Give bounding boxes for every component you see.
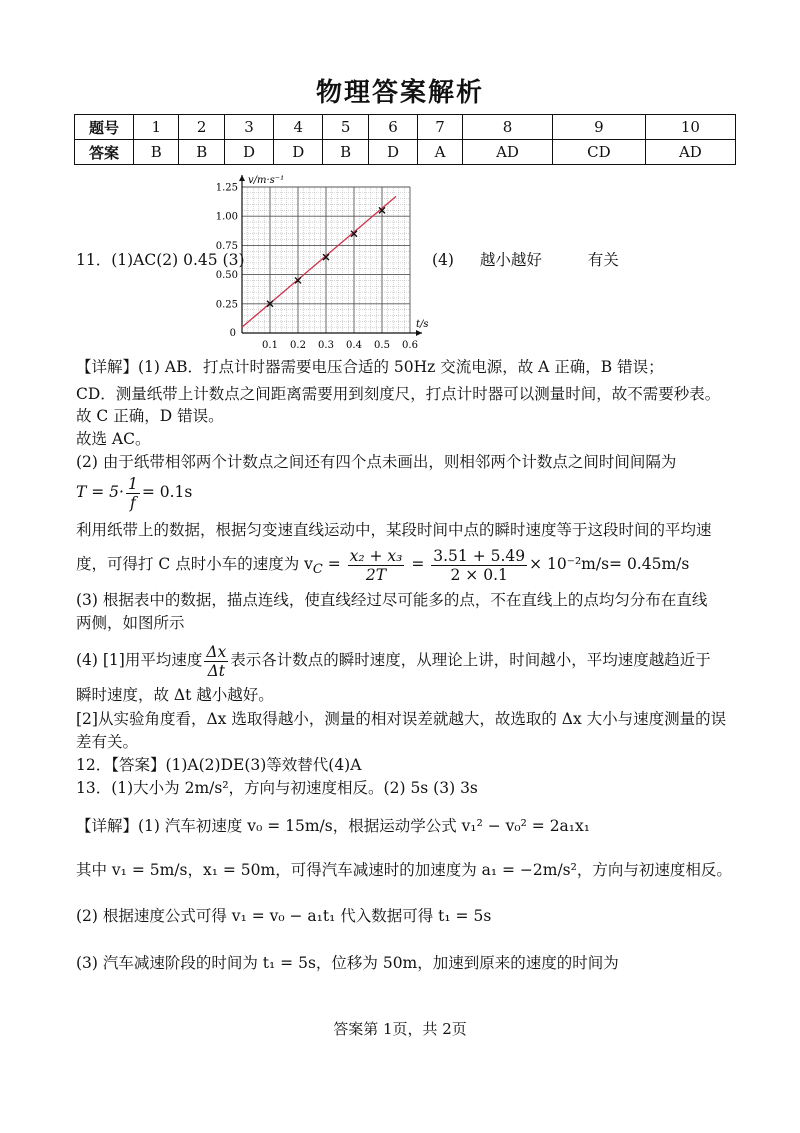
detail-line: [2]从实验角度看，Δx 选取得越小，测量的相对误差就越大，故选取的 Δx 大小与速度测量的误	[76, 710, 727, 728]
answer-cell: B	[323, 140, 368, 165]
y-tick-label: 1.00	[215, 211, 238, 223]
answer-cell: A	[418, 140, 463, 165]
chart-grid	[242, 187, 410, 333]
detail-line: CD．测量纸带上计数点之间距离需要用到刻度尺，打点计时器可以测量时间，故不需要秒表。	[76, 385, 721, 403]
fraction	[204, 643, 228, 680]
formula-text: =	[322, 555, 346, 573]
row-label-answer: 答案	[75, 140, 134, 165]
formula-text: T = 5·	[76, 483, 124, 501]
q12-answer: 12．【答案】(1)A(2)DE(3)等效替代(4)A	[76, 756, 362, 774]
formula-velocity: 度，可得打 C 点时小车的速度为 $v_C$ = $\frac{\text{x₂ + x₃}}{2T}$ = $\frac{3.51 + 5.49}{2 \times 0.1}$ × 10⁻²m/s= 0.45m/s	[76, 546, 690, 584]
fraction	[126, 475, 140, 512]
question-number: 1	[134, 115, 179, 140]
answer-cell: AD	[462, 140, 552, 165]
formula-text: (4) [1]用平均速度	[76, 651, 203, 669]
q11-part4-answer1: 越小越好	[479, 251, 542, 269]
answer-cell: B	[134, 140, 179, 165]
fraction-denominator: Δt	[207, 661, 226, 680]
detail-line: 【详解】(1) AB．打点计时器需要电压合适的 50Hz 交流电源，故 A 正确，B 错误；	[76, 358, 664, 376]
row-label-number: 题号	[75, 115, 134, 140]
velocity-time-chart	[196, 170, 436, 350]
question-number: 3	[224, 115, 273, 140]
question-number: 8	[462, 115, 552, 140]
y-tick-label: 1.25	[215, 182, 238, 194]
formula-period	[76, 474, 738, 512]
detail-line: 差有关。	[76, 733, 139, 751]
question-number: 4	[274, 115, 323, 140]
detail-line: (2) 由于纸带相邻两个计数点之间还有四个点未画出，则相邻两个计数点之间时间间隔为	[76, 453, 677, 471]
fraction	[348, 547, 405, 584]
formula-subscript: C	[312, 562, 323, 578]
detail-line: 两侧，如图所示	[76, 614, 185, 632]
question-number: 6	[368, 115, 417, 140]
fraction-numerator: 3.51 + 5.49	[433, 546, 526, 565]
y-axis-arrow	[239, 175, 245, 181]
formula-text: = 0.1s	[141, 483, 193, 501]
detail-line: 【详解】(1) 汽车初速度 v₀ = 15m/s，根据运动学公式 v₁² − v₀² = 2a₁x₁	[76, 817, 590, 835]
question-number: 10	[645, 115, 735, 140]
question-number-row	[75, 115, 736, 140]
answer-cell: AD	[645, 140, 735, 165]
q11-part4-answer2: 有关	[587, 251, 619, 269]
q13-answer: 13．(1)大小为 2m/s²，方向与初速度相反。(2) 5s (3) 3s	[76, 779, 478, 797]
q11-answer-left: 11．(1)AC(2) 0.45 (3)	[76, 251, 245, 269]
answer-table	[74, 114, 736, 165]
x-tick-label: 0.4	[346, 340, 362, 350]
x-tick-label: 0.6	[402, 340, 418, 350]
x-tick-label: 0.1	[262, 340, 278, 350]
answer-cell: CD	[553, 140, 646, 165]
detail-line: 故选 AC。	[76, 430, 151, 448]
q11-part4-label: (4)	[432, 251, 454, 269]
fraction-denominator: 2T	[365, 565, 387, 584]
detail-line: 利用纸带上的数据，根据匀变速直线运动中，某段时间中点的瞬时速度等于这段时间的平均速	[76, 521, 712, 539]
question-number: 7	[418, 115, 463, 140]
detail-line: 故 C 正确，D 错误。	[76, 407, 224, 425]
fraction	[431, 547, 527, 584]
detail-line: 其中 v₁ = 5m/s，x₁ = 50m，可得汽车减速时的加速度为 a₁ = −2m/s²，方向与初速度相反。	[76, 861, 732, 879]
fraction-numerator: Δx	[206, 642, 227, 661]
x-axis-label: t/s	[416, 319, 429, 330]
y-tick-label: 0.75	[215, 240, 238, 252]
question-number: 2	[179, 115, 224, 140]
formula-text: 度，可得打 C 点时小车的速度为 v	[76, 555, 313, 573]
y-axis-label: v/m·s⁻¹	[248, 175, 285, 186]
detail-line: (3) 根据表中的数据，描点连线，使直线经过尽可能多的点，不在直线上的点均匀分布在直线	[76, 591, 708, 609]
x-axis-arrow	[416, 330, 422, 336]
fraction-numerator: 1	[127, 474, 138, 493]
page-footer: 答案第 1页，共 2页	[333, 1020, 467, 1038]
question-number: 9	[553, 115, 646, 140]
y-tick-label: 0.50	[215, 270, 238, 282]
origin-label: 0	[229, 328, 236, 339]
detail-line: (2) 根据速度公式可得 v₁ = v₀ − a₁t₁ 代入数据可得 t₁ = 5s	[76, 907, 492, 925]
answer-cell: D	[274, 140, 323, 165]
answer-row	[75, 140, 736, 165]
x-tick-label: 0.3	[318, 340, 334, 350]
formula-text: 表示各计数点的瞬时速度，从理论上讲，时间越小，平均速度越趋近于	[230, 651, 711, 669]
detail-line: (3) 汽车减速阶段的时间为 t₁ = 5s，位移为 50m，加速到原来的速度的时间为	[76, 954, 619, 972]
formula-average-velocity	[76, 642, 738, 680]
fraction-denominator: 2 × 0.1	[450, 565, 508, 584]
page-title: 物理答案解析	[315, 78, 484, 108]
question-number: 5	[323, 115, 368, 140]
y-tick-label: 0.25	[215, 299, 238, 311]
formula-text: × 10⁻²m/s= 0.45m/s	[529, 555, 690, 573]
answer-cell: D	[224, 140, 273, 165]
answer-cell: B	[179, 140, 224, 165]
fraction-denominator: f	[130, 493, 136, 512]
detail-line: 瞬时速度，故 Δt 越小越好。	[76, 686, 274, 704]
q11-answer-right	[432, 248, 619, 270]
x-tick-label: 0.2	[290, 340, 306, 350]
answer-cell: D	[368, 140, 417, 165]
x-tick-label: 0.5	[374, 340, 390, 350]
fraction-numerator: x₂ + x₃	[349, 546, 403, 565]
